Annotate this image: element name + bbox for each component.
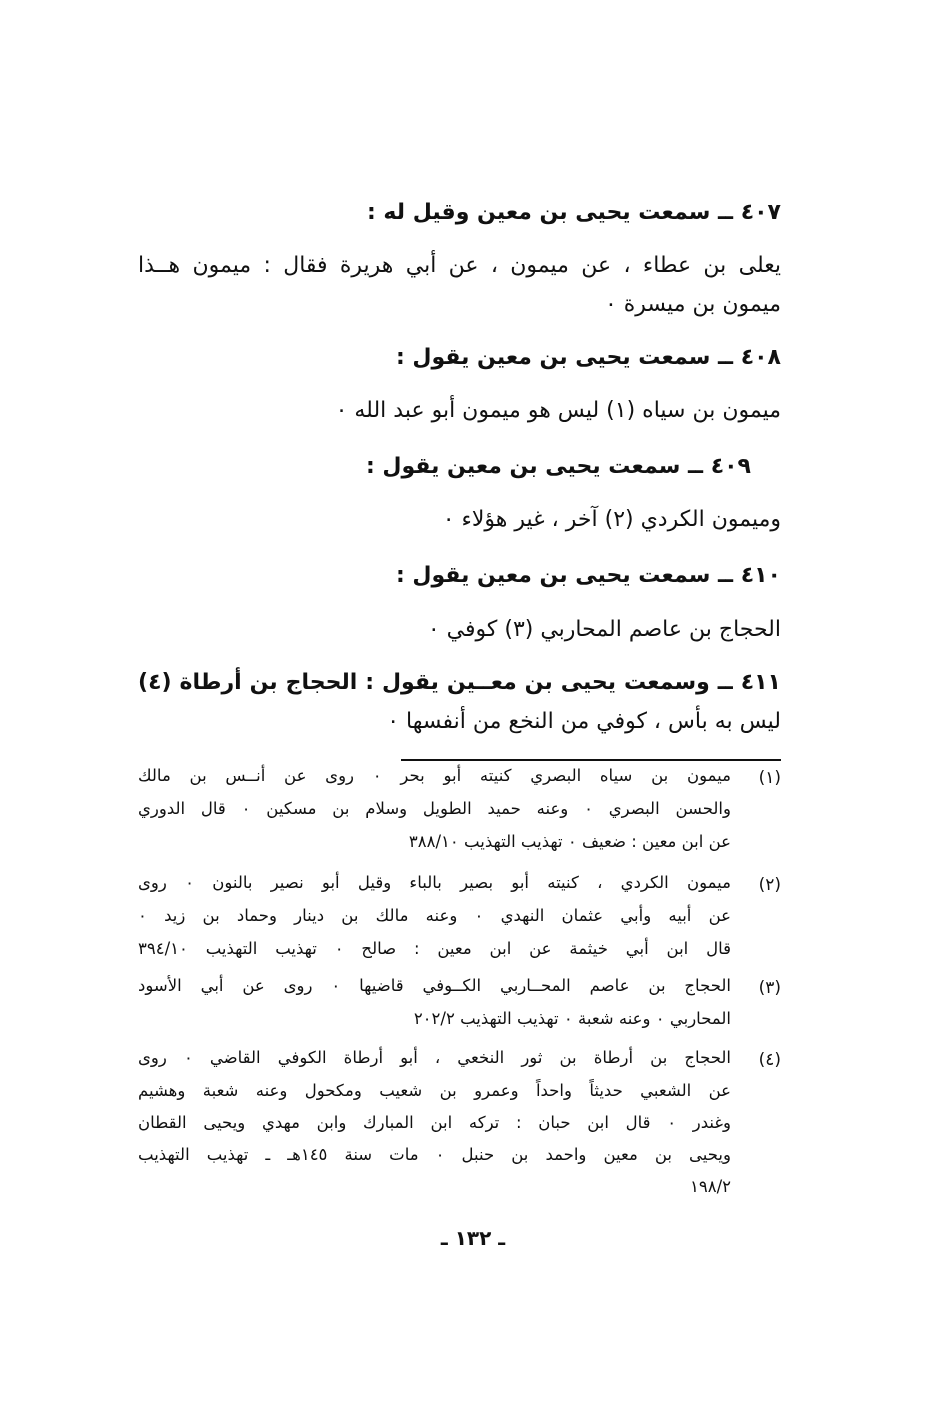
footnote-3-line-2: المحاربي ٠ وعنه شعبة ٠ تهذيب التهذيب ٢٠٢/٢ — [413, 1009, 731, 1028]
footnote-1-number: (١) — [758, 768, 781, 788]
entry-408-heading: ٤٠٨ ــ سمعت يحيى بن معين يقول : — [395, 345, 781, 370]
footnote-1-line-1: ميمون بن سياه البصري كنيته أبو بحر ٠ روى عن أنــس بن مالك — [138, 766, 732, 785]
footnote-3-number: (٣) — [758, 978, 781, 998]
footnote-1-line-3: عن ابن معين : ضعيف ٠ تهذيب التهذيب ٣٨٨/١٠ — [408, 832, 731, 851]
footnote-2-line-1: ميمون الكردي ، كنيته أبو بصير بالباء وقيل أبو نصير بالنون ٠ روى — [138, 873, 731, 892]
footnote-4-number: (٤) — [758, 1050, 781, 1070]
footnote-4-line-3: وغندر ٠ قال ابن حبان : تركه ابن المبارك وابن مهدي ويحيى القطان — [138, 1113, 731, 1132]
entry-410-text: الحجاج بن عاصم المحاربي (٣) كوفي ٠ — [427, 617, 781, 642]
footnote-4-line-5: ١٩٨/٢ — [689, 1177, 731, 1196]
entry-409-text: وميمون الكردي (٢) آخر ، غير هؤلاء ٠ — [442, 507, 781, 532]
entry-408-text: ميمون بن سياه (١) ليس هو ميمون أبو عبد الله ٠ — [335, 398, 781, 423]
footnote-2-number: (٢) — [758, 875, 781, 895]
footnote-4-line-2: عن الشعبي حديثاً واحداً وعمرو بن شعيب ومكحول وعنه شعبة وهشيم — [138, 1081, 731, 1100]
footnote-2-line-3: قال ابن أبي خيثمة عن ابن معين : صالح ٠ تهذيب التهذيب ٣٩٤/١٠ — [138, 939, 731, 958]
page-number: ـ ١٣٢ ـ — [440, 1226, 506, 1250]
entry-411-heading: ٤١١ ــ وسمعت يحيى بن معــين يقول : الحجاج بن أرطاة (٤) — [138, 670, 781, 695]
entry-409-heading: ٤٠٩ ــ سمعت يحيى بن معين يقول : — [365, 454, 751, 479]
footnote-3-line-1: الحجاج بن عاصم المحــاربي الكــوفي قاضيها ٠ روى عن أبي الأسود — [138, 976, 731, 995]
footnote-4-line-4: ويحيى بن معين واحمد بن حنبل ٠ مات سنة ١٤٥هـ ـ تهذيب التهذيب — [138, 1145, 731, 1164]
entry-411-text: ليس به بأس ، كوفي من النخع من أنفسها ٠ — [387, 709, 781, 734]
footnote-4-line-1: الحجاج بن أرطاة بن ثور النخعي ، أبو أرطاة الكوفي القاضي ٠ روى — [138, 1048, 731, 1067]
footnote-1-line-2: والحسن البصري ٠ وعنه حميد الطويل وسلام بن مسكين ٠ قال الدوري — [138, 799, 731, 818]
footnote-2-line-2: عن أبيه وأبي عثمان النهدي ٠ وعنه مالك بن دينار وحماد بن زيد ٠ — [138, 906, 731, 925]
entry-407-text-line-1: يعلى بن عطاء ، عن ميمون ، عن أبي هريرة فقال : ميمون هــذا — [138, 253, 781, 278]
entry-407-text-line-2: ميمون بن ميسرة ٠ — [604, 292, 781, 317]
entry-410-heading: ٤١٠ ــ سمعت يحيى بن معين يقول : — [395, 563, 781, 588]
entry-407-heading: ٤٠٧ ــ سمعت يحيى بن معين وقيل له : — [366, 200, 781, 225]
footnote-separator — [401, 759, 781, 761]
